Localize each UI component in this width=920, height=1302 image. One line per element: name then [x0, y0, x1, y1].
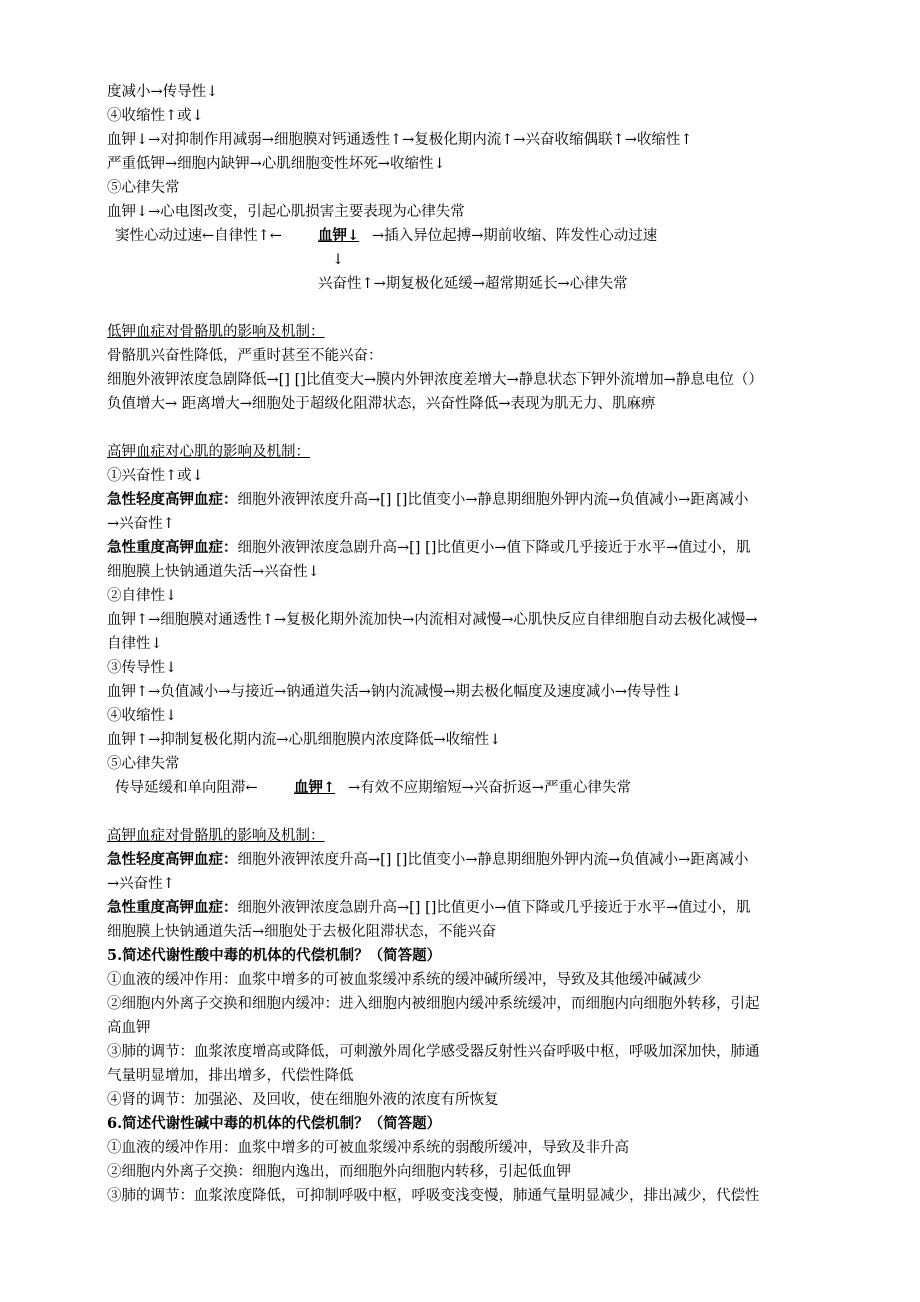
diagram-left-text: 窦性心动过速←自律性↑←	[115, 228, 282, 244]
diagram-center-label: 血钾↑	[294, 779, 336, 796]
section-heading: 低钾血症对骨骼肌的影响及机制：	[107, 324, 325, 340]
text-line: ②细胞内外离子交换：细胞内逸出，而细胞外向细胞内转移，引起低血钾	[107, 1164, 571, 1180]
diagram-down-arrow: ↓	[332, 252, 345, 268]
text-line: →兴奋性↑	[107, 516, 175, 532]
text-line: 细胞膜上快钠通道失活→细胞处于去极化阻滞状态，不能兴奋	[107, 924, 497, 940]
text-line: ②细胞内外离子交换和细胞内缓冲：进入细胞内被细胞内缓冲系统缓冲，而细胞内向细胞外转移，引起	[107, 996, 760, 1012]
text-line	[107, 536, 751, 560]
text-line: 血钾↑→细胞膜对通透性↑→复极化期外流加快→内流相对减慢→心肌快反应自律细胞自动去极化减慢→	[107, 612, 758, 628]
text-line	[107, 848, 748, 872]
diagram-center-label: 血钾↓	[318, 227, 360, 244]
line-content: 细胞外液钾浓度急剧升高→[] []比值更小→值下降或几乎接近于水平→值过小，肌	[237, 540, 751, 556]
text-line: 血钾↓→心电图改变，引起心肌损害主要表现为心律失常	[107, 204, 465, 220]
line-content: 细胞外液钾浓度升高→[] []比值变小→静息期细胞外钾内流→负值减小→距离减小	[237, 852, 749, 868]
text-line: ①兴奋性↑或↓	[107, 468, 204, 484]
bold-term: 急性重度高钾血症：	[107, 899, 238, 916]
text-line: 高血钾	[107, 1020, 151, 1036]
section-heading: 高钾血症对骨骼肌的影响及机制：	[107, 828, 325, 844]
text-line: ②自律性↓	[107, 588, 178, 604]
section-heading: 高钾血症对心肌的影响及机制：	[107, 444, 310, 460]
bold-term: 急性重度高钾血症：	[107, 539, 238, 556]
line-content: 细胞外液钾浓度升高→[] []比值变小→静息期细胞外钾内流→负值减小→距离减小	[237, 492, 749, 508]
bold-term: 急性轻度高钾血症：	[107, 851, 238, 868]
text-line: 负值增大→ 距离增大→细胞处于超级化阻滞状态，兴奋性降低→表现为肌无力、肌麻痹	[107, 396, 656, 412]
question-heading: 6.简述代谢性碱中毒的机体的代偿机制？（简答题）	[107, 1115, 442, 1132]
text-line: 血钾↑→负值减小→与接近→钠通道失活→钠内流减慢→期去极化幅度及速度减小→传导性↓	[107, 684, 683, 700]
text-line: 度减小→传导性↓	[107, 84, 219, 100]
text-line	[107, 896, 751, 920]
diagram-right-text: →插入异位起搏→期前收缩、阵发性心动过速	[372, 228, 658, 244]
text-line: ③肺的调节：血浆浓度增高或降低，可刺激外周化学感受器反射性兴奋呼吸中枢，呼吸加深加快，肺通	[107, 1044, 760, 1060]
text-line	[107, 488, 748, 512]
text-line: 细胞膜上快钠通道失活→兴奋性↓	[107, 564, 320, 580]
text-line: 血钾↑→抑制复极化期内流→心肌细胞膜内浓度降低→收缩性↓	[107, 732, 502, 748]
line-content: 细胞外液钾浓度急剧升高→[] []比值更小→值下降或几乎接近于水平→值过小，肌	[237, 900, 751, 916]
text-line: 自律性↓	[107, 636, 163, 652]
text-line: 细胞外液钾浓度急剧降低→[] []比值变大→膜内外钾浓度差增大→静息状态下钾外流增加→静息电位（）	[107, 372, 763, 388]
text-line: ④肾的调节：加强泌、及回收，使在细胞外液的浓度有所恢复	[107, 1092, 499, 1108]
text-line: ⑤心律失常	[107, 180, 180, 196]
text-line: ①血液的缓冲作用：血浆中增多的可被血浆缓冲系统的缓冲碱所缓冲，导致及其他缓冲碱减少	[107, 972, 702, 988]
diagram-right-text: →有效不应期缩短→兴奋折返→严重心律失常	[348, 780, 631, 796]
text-line: →兴奋性↑	[107, 876, 175, 892]
text-line: ③肺的调节：血浆浓度降低，可抑制呼吸中枢，呼吸变浅变慢，肺通气量明显减少，排出减少，代偿性	[107, 1188, 760, 1204]
diagram-bottom-text: 兴奋性↑→期复极化延缓→超常期延长→心律失常	[318, 276, 628, 292]
text-line: 血钾↓→对抑制作用减弱→细胞膜对钙通透性↑→复极化期内流↑→兴奋收缩偶联↑→收缩性↑	[107, 132, 693, 148]
text-line: ①血液的缓冲作用：血浆中增多的可被血浆缓冲系统的弱酸所缓冲，导致及非升高	[107, 1140, 629, 1156]
question-heading: 5.简述代谢性酸中毒的机体的代偿机制？（简答题）	[107, 947, 442, 964]
text-line: 骨骼肌兴奋性降低，严重时甚至不能兴奋：	[107, 348, 383, 364]
text-line: ③传导性↓	[107, 660, 178, 676]
text-line: ④收缩性↓	[107, 708, 178, 724]
bold-term: 急性轻度高钾血症：	[107, 491, 238, 508]
text-line: ④收缩性↑或↓	[107, 108, 204, 124]
text-line: 气量明显增加，排出增多，代偿性降低	[107, 1068, 354, 1084]
text-line: 严重低钾→细胞内缺钾→心肌细胞变性坏死→收缩性↓	[107, 156, 446, 172]
text-line: ⑤心律失常	[107, 756, 180, 772]
diagram-left-text: 传导延缓和单向阻滞←	[115, 780, 258, 796]
